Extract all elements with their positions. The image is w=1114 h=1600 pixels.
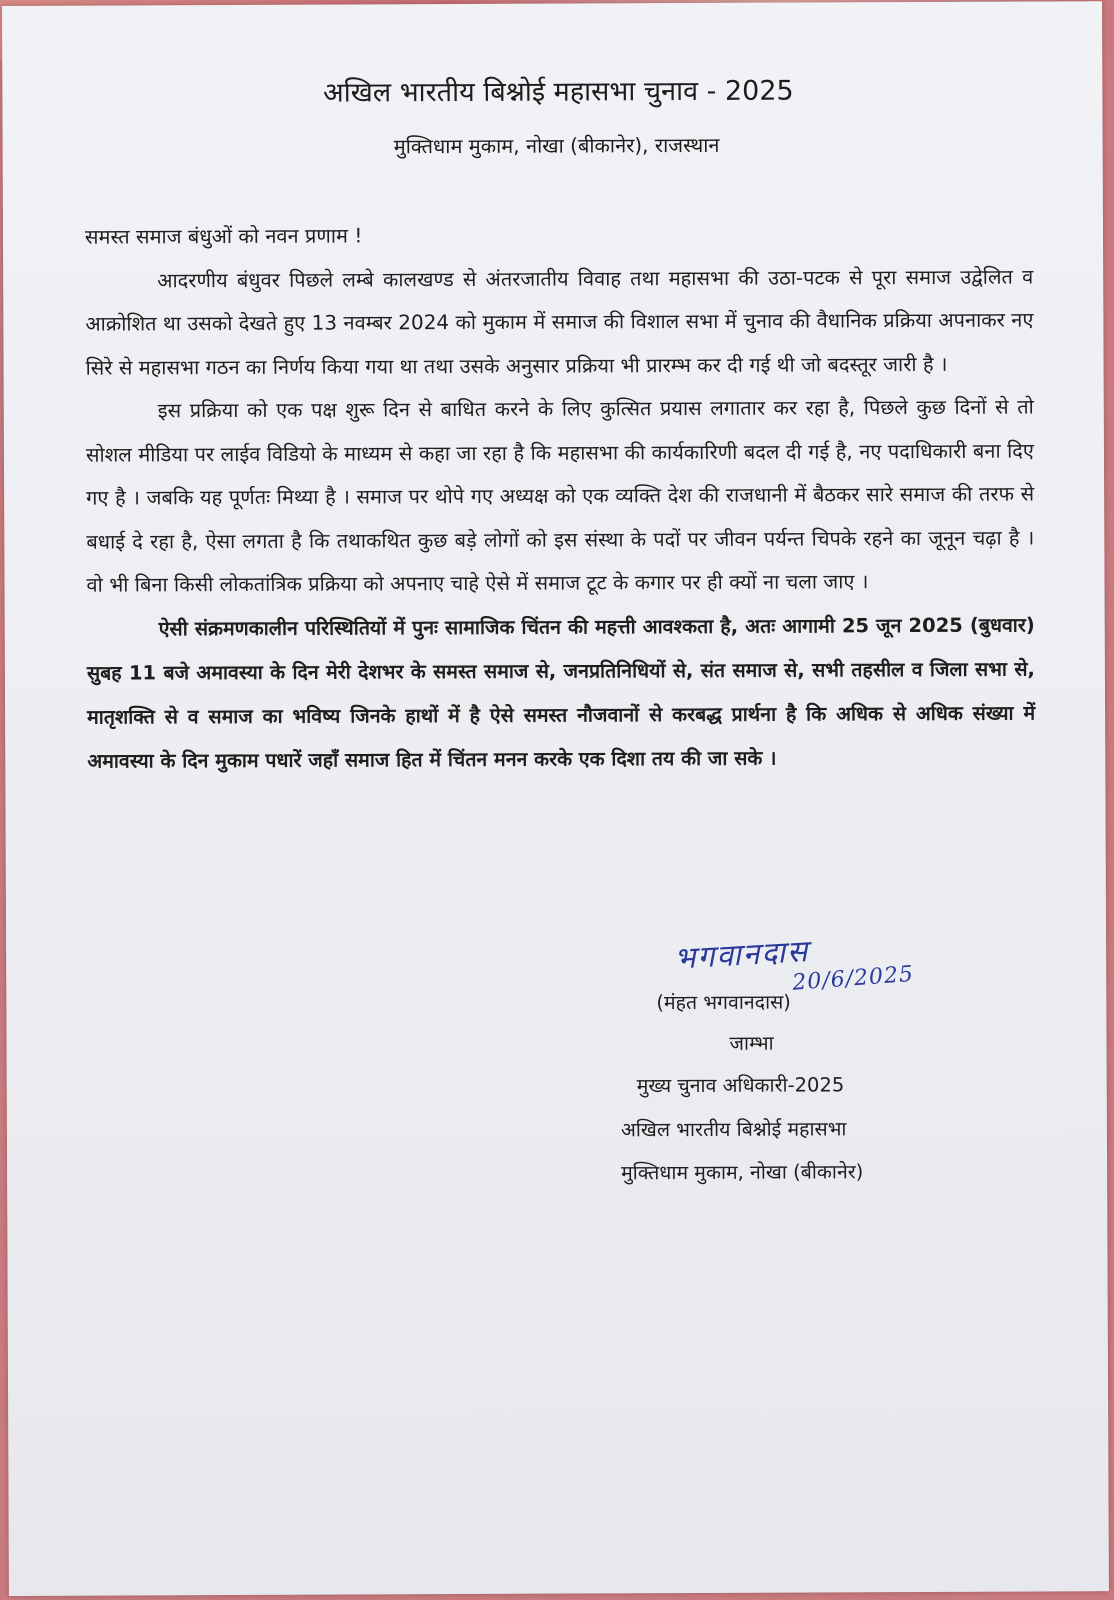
- signature-date-handwritten: 20/6/2025: [791, 961, 915, 996]
- greeting-line: समस्त समाज बंधुओं को नवन प्रणाम !: [84, 223, 363, 249]
- signatory-designation: मुख्य चुनाव अधिकारी-2025: [636, 1073, 845, 1098]
- signatory-address: मुक्तिधाम मुकाम, नोखा (बीकानेर): [621, 1160, 864, 1185]
- signature-name-handwritten: भगवानदास: [673, 933, 811, 977]
- paragraph-3-appeal: ऐसी संक्रमणकालीन परिस्थितियों में पुनः सामाजिक चिंतन की महत्ती आवश्कता है, अतः आगामी 25 जून 2025 (बुधवार) सुबह 11 बजे अमावस्या के दिन मेरी देशभर के समस्त समाज से, जनप्रतिनिधियों से, संत समाज से, सभी तहसील व जिला सभा से, मातृशक्ति से व समाज का भविष्य जिनके हाथों में है ऐसे समस्त नौजवानों से करबद्ध प्रार्थना है कि अधिक से अधिक संख्या में अमावस्या के दिन मुकाम पधारें जहाँ समाज हित में चिंतन मनन करके एक दिशा तय की जा सके ।: [86, 613, 1036, 773]
- signatory-place: जाम्भा: [729, 1031, 774, 1055]
- paragraph-2: इस प्रक्रिया को एक पक्ष शुरू दिन से बाधित करने के लिए कुत्सित प्रयास लगातार कर रहा है, पिछले कुछ दिनों से तो सोशल मीडिया पर लाईव विडियो के माध्यम से कहा जा रहा है कि महासभा की कार्यकारिणी बदल दी गई है, नए पदाधिकारी बना दिए गए है । जबकि यह पूर्णतः मिथ्या है । समाज पर थोपे गए अध्यक्ष को एक व्यक्ति देश की राजधानी में बैठकर सारे समाज की तरफ से बधाई दे रहा है, ऐसा लगता है कि तथाकथित कुछ बड़े लोगों को इस संस्था के पदों पर जीवन पर्यन्त चिपके रहने का जूनून चढ़ा है । वो भी बिना किसी लोकतांत्रिक प्रक्रिया को अपनाए चाहे ऐसे में समाज टूट के कगार पर ही क्यों ना चला जाए ।: [85, 394, 1035, 597]
- signatory-organization: अखिल भारतीय बिश्नोई महासभा: [620, 1117, 847, 1142]
- letter-title: अखिल भारतीय बिश्नोई महासभा चुनाव - 2025: [323, 75, 794, 109]
- letter-body: [85, 212, 1035, 784]
- signatory-name: (मंहत भगवानदास): [656, 990, 791, 1015]
- letter-subtitle: मुक्तिधाम मुकाम, नोखा (बीकानेर), राजस्थान: [393, 132, 720, 159]
- handwritten-signature: [673, 932, 915, 996]
- paragraph-1: आदरणीय बंधुवर पिछले लम्बे कालखण्ड से अंतरजातीय विवाह तथा महासभा की उठा-पटक से पूरा समाज उद्वेलित व आक्रोशित था उसको देखते हुए 13 नवम्बर 2024 को मुकाम में समाज की विशाल सभा में चुनाव की वैधानिक प्रक्रिया अपनाकर नए सिरे से महासभा गठन का निर्णय किया गया था तथा उसके अनुसार प्रक्रिया भी प्रारम्भ कर दी गई थी जो बदस्तूर जारी है ।: [85, 264, 1034, 380]
- letter-page: [2, 1, 1109, 1596]
